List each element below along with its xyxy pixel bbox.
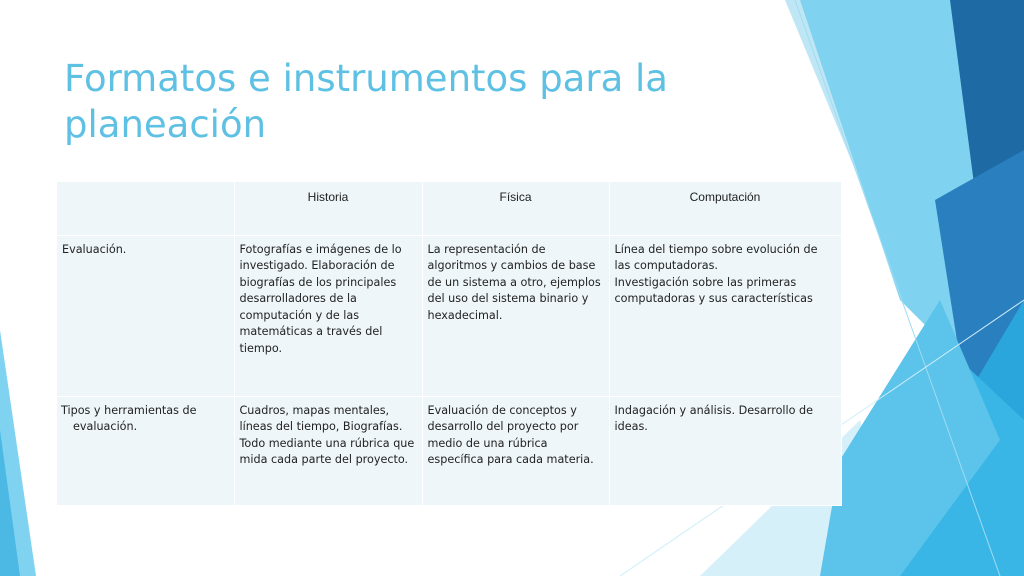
cell-historia: Cuadros, mapas mentales, líneas del tiempo, Biografías. Todo mediante una rúbrica que mida cada parte del proyecto.	[234, 396, 422, 505]
header-historia: Historia	[234, 182, 422, 235]
table-header-row	[57, 182, 841, 235]
header-empty	[57, 182, 234, 235]
cell-computacion-line-2: Investigación sobre las primeras computadoras y sus características	[614, 275, 813, 305]
cell-fisica: La representación de algoritmos y cambios de base de un sistema a otro, ejemplos del uso del sistema binario y hexadecimal.	[422, 235, 609, 396]
table-row	[57, 396, 841, 505]
cell-historia: Fotografías e imágenes de lo investigado. Elaboración de biografías de los principales desarrolladores de la computación y de las matemáticas a través del tiempo.	[234, 235, 422, 396]
header-fisica: Física	[422, 182, 609, 235]
header-computacion: Computación	[609, 182, 841, 235]
planning-table	[57, 182, 842, 506]
slide-title: Formatos e instrumentos para la planeación	[64, 57, 668, 146]
row-label-evaluacion: Evaluación.	[57, 235, 234, 396]
cell-computacion	[609, 235, 841, 396]
cell-computacion: Indagación y análisis. Desarrollo de ideas.	[609, 396, 841, 505]
cell-fisica: Evaluación de conceptos y desarrollo del proyecto por medio de una rúbrica específica para cada materia.	[422, 396, 609, 505]
cell-computacion-line-1: Línea del tiempo sobre evolución de las computadoras.	[614, 242, 818, 272]
row-label-tipos: Tipos y herramientas de evaluación.	[57, 396, 234, 505]
table-row	[57, 235, 841, 396]
